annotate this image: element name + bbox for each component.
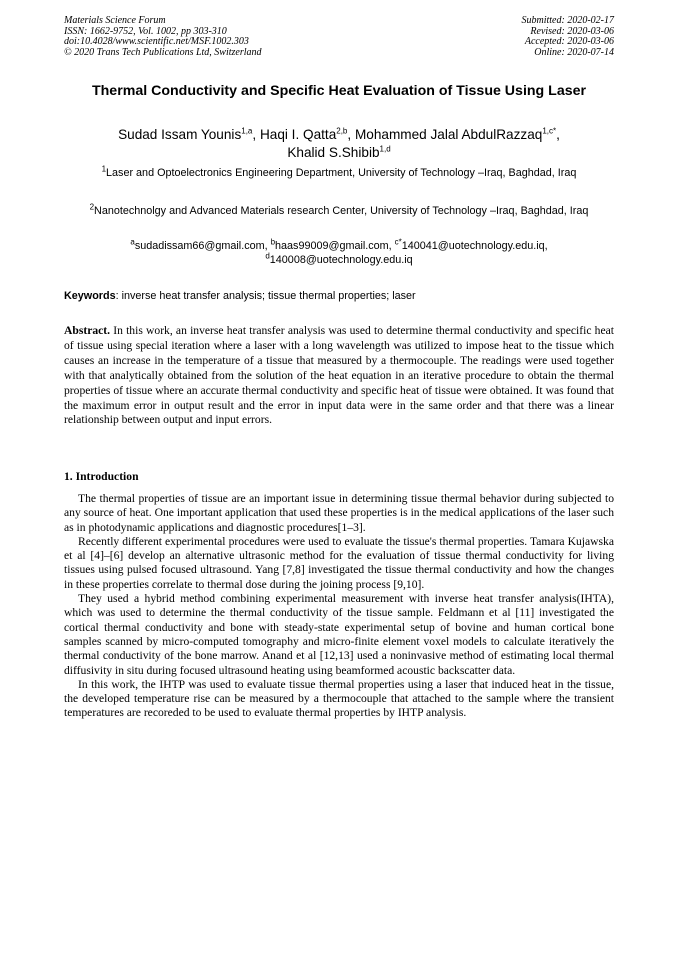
abstract <box>64 324 614 428</box>
email-address: 140008@uotechnology.edu.iq <box>269 253 413 266</box>
affiliation-mark: 2 <box>89 202 95 212</box>
email-separator: , <box>544 240 548 252</box>
section-heading: 1. Introduction <box>64 470 139 483</box>
affiliation-text: Laser and Optoelectronics Engineering Department, University of Technology –Iraq, Baghdad, Iraq <box>106 167 577 179</box>
affiliation-text: Nanotechnolgy and Advanced Materials research Center, University of Technology –Iraq, Baghdad, Iraq <box>94 205 589 217</box>
email-mark: a <box>130 237 135 247</box>
publication-dates <box>522 16 615 58</box>
paper-title: Thermal Conductivity and Specific Heat Evaluation of Tissue Using Laser <box>91 83 587 99</box>
author-affiliation-mark: 2,b <box>336 126 348 136</box>
keywords-text: : inverse heat transfer analysis; tissue thermal properties; laser <box>115 290 416 302</box>
affiliation-1 <box>64 166 614 180</box>
email-address: haas99009@gmail.com <box>275 240 389 252</box>
accepted-date: Accepted: 2020-03-06 <box>524 36 614 48</box>
email-mark: c* <box>394 237 402 247</box>
email-mark: b <box>270 237 276 247</box>
email-mark: d <box>265 251 270 260</box>
abstract-text: In this work, an inverse heat transfer analysis was used to determine thermal conductivity and specific heat of tissue using special iteration where a laser with a long wavelength was utilized to impose heat to the tissue which causes an increase in the temperature of a tissue that measured by a thermocouple. The readings were used together with that analytically obtained from the solution of the heat equation in an iterative procedure to obtain the thermal properties of tissue where an accurate thermal conductivity and specific heat of tissue were obtained. It was found that the maximum error in output result and the error in input data were in the same order and that there was a linear relationship between output and input errors. <box>64 324 614 427</box>
email-list <box>64 237 614 267</box>
submitted-date: Submitted: 2020-02-17 <box>521 15 614 26</box>
online-date: Online: 2020-07-14 <box>534 46 614 58</box>
author-name: Sudad Issam Younis <box>118 127 242 142</box>
journal-name: Materials Science Forum <box>64 15 166 26</box>
author-name: Mohammed Jalal AbdulRazzaq <box>354 127 543 142</box>
body-paragraph: They used a hybrid method combining experimental measurement with inverse heat transfer analysis(IHTA), which was used to determine the thermal conductivity of the tissue sample. Feldmann et al [11] investigated the cortical thermal conductivity and bone with steady-state experimental setup of bovine and human cortical bone samples scanned by micro-computed tomography and micro-finite element voxel models to calculate iteratively the thermal conductivity of the bone marrow. Anand et al [12,13] used a noninvasive method of estimating local thermal diffusivity in situ during focused ultrasound heating using beamformed acoustic backscatter data. <box>64 592 614 677</box>
keywords-line <box>64 289 614 303</box>
affiliation-mark: 1 <box>101 164 107 174</box>
author-name: Haqi I. Qatta <box>259 127 337 142</box>
keywords-label: Keywords <box>64 290 116 302</box>
email-separator: , <box>264 240 271 252</box>
doi-line: doi:10.4028/www.scientific.net/MSF.1002.303 <box>64 36 249 48</box>
affiliation-2 <box>64 204 614 218</box>
copyright-line: © 2020 Trans Tech Publications Ltd, Switzerland <box>64 46 262 58</box>
author-list <box>64 126 614 162</box>
author-separator: , <box>252 127 260 142</box>
author-name: Khalid S.Shibib <box>287 145 380 160</box>
journal-info <box>64 16 262 58</box>
introduction-body <box>64 492 614 721</box>
author-separator: , <box>556 127 560 142</box>
author-separator: , <box>347 127 355 142</box>
revised-date: Revised: 2020-03-06 <box>530 25 614 37</box>
author-affiliation-mark: 1,a <box>241 126 253 136</box>
email-address: 140041@uotechnology.edu.iq <box>401 240 545 252</box>
body-paragraph: In this work, the IHTP was used to evaluate tissue thermal properties using a laser that induced heat in the tissue, the developed temperature rise can be measured by a thermocouple that attached to the sample where the transient temperatures are recoreded to be used to evaluate thermal properties by IHTP analysis. <box>64 677 614 720</box>
author-affiliation-mark: 1,d <box>379 144 391 154</box>
email-separator: , <box>388 240 395 252</box>
email-address: sudadissam66@gmail.com <box>134 240 265 252</box>
issn-line: ISSN: 1662-9752, Vol. 1002, pp 303-310 <box>64 25 227 37</box>
body-paragraph: The thermal properties of tissue are an important issue in determining tissue thermal behavior during subjected to any source of heat. One important application that used these properties is in the medical applications of the laser such as in photodynamic applications and diagnostic procedures[1–3]. <box>64 492 614 534</box>
body-paragraph: Recently different experimental procedures were used to evaluate the tissue's thermal properties. Tamara Kujawska et al [4]–[6] develop an alternative ultrasonic method for the evaluation of tissue thermal conductivity for living tissues using pulsed focused ultrasound. Yang [7,8] investigated the tissue thermal conductivity and how the changes in these properties correlate to thermal dose during the joining process [9,10]. <box>64 534 614 591</box>
abstract-label: Abstract. <box>64 324 111 337</box>
author-affiliation-mark: 1,c* <box>542 126 557 136</box>
